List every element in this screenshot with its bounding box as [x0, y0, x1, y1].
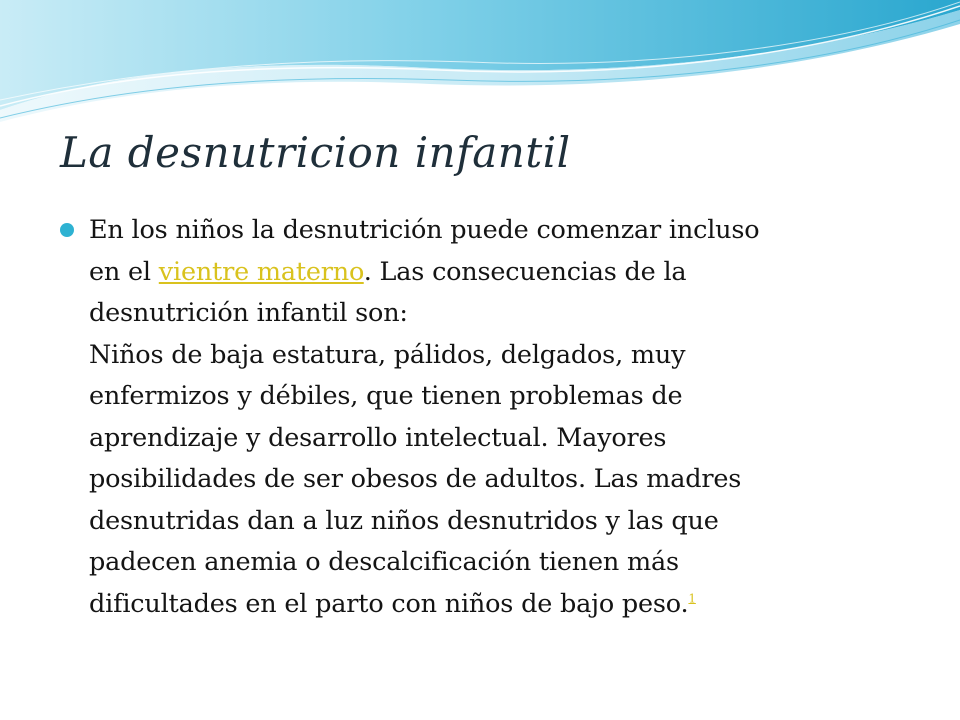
text-segment: dificultades en el parto con niños de bajo peso. — [89, 588, 689, 619]
text-line — [89, 584, 850, 626]
text-segment: . Las consecuencias de la — [363, 256, 687, 287]
text-line: aprendizaje y desarrollo intelectual. Mayores — [89, 422, 667, 453]
text-line: Niños de baja estatura, pálidos, delgados, muy — [89, 339, 686, 370]
vientre-materno-link[interactable]: vientre materno — [158, 256, 364, 287]
text-line: desnutridas dan a luz niños desnutridos y las que — [89, 505, 719, 536]
text-line: desnutrición infantil son: — [89, 298, 408, 328]
text-line: enfermizos y débiles, que tienen problemas de — [89, 381, 683, 411]
text-line — [89, 252, 850, 294]
content-area — [60, 210, 850, 625]
wave-header-decoration — [0, 0, 960, 130]
slide-title: La desnutricion infantil — [60, 128, 571, 177]
bullet-item — [60, 210, 850, 625]
text-line: padecen anemia o descalcificación tienen más — [89, 547, 679, 577]
bullet-dot-icon — [60, 223, 74, 237]
text-line: posibilidades de ser obesos de adultos. Las madres — [89, 464, 742, 494]
bullet-text — [89, 210, 850, 625]
footnote-reference-link[interactable]: 1 — [688, 591, 696, 605]
text-segment: en el — [89, 256, 159, 287]
text-line: En los niños la desnutrición puede comenzar incluso — [89, 215, 760, 245]
